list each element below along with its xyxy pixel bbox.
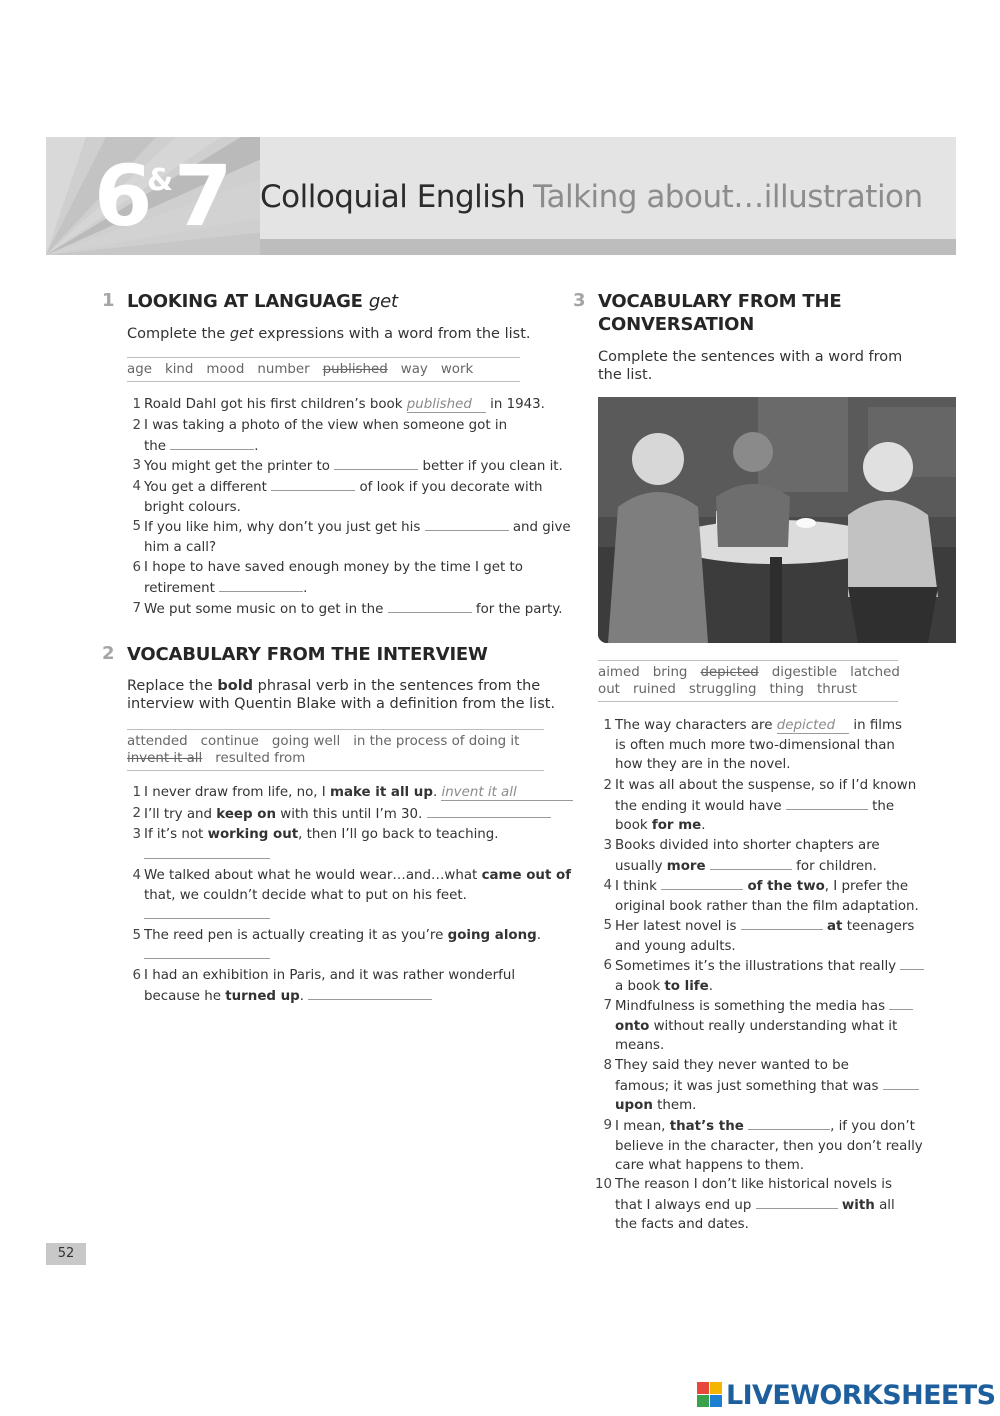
word: resulted from bbox=[215, 751, 306, 766]
conversation-photo bbox=[598, 397, 956, 643]
title-subtitle: Talking about…illustration bbox=[533, 179, 923, 215]
item-text: I think bbox=[615, 879, 657, 894]
phrasal-verb: make it all up bbox=[330, 785, 433, 800]
answer-blank[interactable] bbox=[786, 796, 868, 810]
answer-example: invent it all bbox=[441, 785, 572, 801]
answer-example: published bbox=[407, 397, 486, 413]
item-text: Sometimes it’s the illustrations that really bbox=[615, 959, 897, 974]
item-number: 4 bbox=[132, 479, 141, 494]
item-number: 6 bbox=[603, 958, 612, 973]
word: in the process of doing it bbox=[353, 734, 520, 749]
section3-item bbox=[598, 916, 915, 956]
answer-blank[interactable] bbox=[144, 918, 270, 919]
item-text: , if you don’t bbox=[830, 1119, 915, 1134]
instr-text: phrasal verb in the sentences from the bbox=[253, 678, 541, 694]
item-number: 10 bbox=[594, 1177, 612, 1192]
item-text: Books divided into shorter chapters are bbox=[615, 838, 880, 853]
section2-instruction bbox=[127, 677, 555, 713]
title-main: Colloquial English bbox=[260, 179, 526, 215]
item-text: . bbox=[536, 928, 542, 943]
word: latched bbox=[850, 665, 900, 680]
bold-phrase: of the two bbox=[747, 879, 825, 894]
word: mood bbox=[206, 362, 245, 377]
instr-text: expressions with a word from the list. bbox=[253, 326, 531, 342]
item-number: 7 bbox=[132, 601, 141, 616]
phrasal-verb: working out bbox=[207, 827, 299, 842]
bold-phrase: upon bbox=[615, 1098, 653, 1113]
answer-blank[interactable] bbox=[883, 1076, 919, 1090]
item-text: believe in the character, then you don’t really bbox=[615, 1138, 923, 1154]
item-text: They said they never wanted to be bbox=[615, 1058, 849, 1073]
word: out bbox=[598, 682, 620, 697]
answer-blank[interactable] bbox=[170, 436, 254, 450]
item-text: Her latest novel is bbox=[615, 919, 737, 934]
bold-phrase: more bbox=[666, 858, 706, 874]
item-text: The way characters are bbox=[615, 718, 777, 733]
item-number: 1 bbox=[132, 785, 141, 800]
word: attended bbox=[127, 734, 188, 749]
bold-phrase: onto bbox=[615, 1018, 650, 1034]
section3-item bbox=[598, 836, 900, 876]
item-text: in 1943. bbox=[485, 397, 545, 412]
item-text: in films bbox=[849, 718, 902, 733]
answer-blank[interactable] bbox=[661, 876, 743, 890]
word: way bbox=[400, 362, 428, 377]
word: ruined bbox=[632, 682, 676, 697]
unit-number-seven: 7 bbox=[174, 147, 233, 245]
word: bring bbox=[652, 665, 688, 680]
item-text: that I always end up bbox=[615, 1197, 752, 1213]
section3-item bbox=[598, 876, 919, 916]
item-text: . bbox=[432, 785, 438, 800]
word: thing bbox=[769, 682, 804, 697]
item-number: 3 bbox=[132, 458, 141, 473]
item-number: 5 bbox=[132, 928, 141, 943]
section1-word-list bbox=[127, 357, 520, 382]
item-number: 1 bbox=[132, 397, 141, 412]
word: aimed bbox=[598, 665, 640, 680]
section1-instruction bbox=[127, 325, 531, 343]
item-text: him a call? bbox=[144, 539, 217, 555]
answer-blank[interactable] bbox=[144, 958, 270, 959]
bold-phrase: at bbox=[827, 919, 843, 934]
section3-item bbox=[598, 776, 917, 836]
unit-header bbox=[46, 137, 956, 255]
item-text: a book bbox=[615, 978, 665, 994]
item-text: the ending it would have bbox=[615, 798, 782, 814]
item-number: 9 bbox=[603, 1118, 612, 1133]
item-text: and give bbox=[512, 520, 571, 535]
answer-blank[interactable] bbox=[889, 996, 913, 1010]
answer-blank[interactable] bbox=[308, 986, 432, 1000]
title-line: VOCABULARY FROM THE bbox=[598, 291, 842, 312]
instr-text: the list. bbox=[598, 367, 653, 383]
section1-title-italic: get bbox=[368, 291, 398, 312]
instr-text: interview with Quentin Blake with a definition from the list. bbox=[127, 696, 556, 712]
instr-text: Replace the bbox=[127, 678, 218, 694]
item-text: . bbox=[254, 438, 259, 454]
item-number: 3 bbox=[132, 827, 141, 842]
item-text: without really understanding what it bbox=[649, 1018, 898, 1034]
bold-phrase: to life bbox=[664, 978, 709, 994]
answer-blank[interactable] bbox=[741, 916, 823, 930]
item-text: I’ll try and bbox=[144, 807, 217, 822]
item-text: them. bbox=[652, 1098, 697, 1113]
item-number: 4 bbox=[603, 878, 612, 893]
item-number: 2 bbox=[132, 806, 141, 821]
phrasal-verb: came out of bbox=[481, 868, 572, 883]
section1-number: 1 bbox=[102, 290, 115, 311]
item-number: 7 bbox=[603, 998, 612, 1013]
item-text: is often much more two-dimensional than bbox=[615, 737, 895, 753]
answer-blank[interactable] bbox=[900, 956, 924, 970]
item-number: 6 bbox=[132, 560, 141, 575]
item-number: 5 bbox=[132, 519, 141, 534]
item-text: famous; it was just something that was bbox=[615, 1078, 879, 1094]
item-text: If it’s not bbox=[144, 827, 208, 842]
answer-blank[interactable] bbox=[334, 456, 418, 470]
section1-item bbox=[127, 558, 547, 598]
item-number: 5 bbox=[603, 918, 612, 933]
word: struggling bbox=[688, 682, 757, 697]
item-text: the facts and dates. bbox=[615, 1217, 749, 1232]
item-text: I had an exhibition in Paris, and it was rather wonderful bbox=[144, 968, 516, 983]
item-text: Roald Dahl got his first children’s book bbox=[144, 397, 407, 412]
section2-item bbox=[127, 866, 572, 906]
section1-title bbox=[127, 290, 398, 313]
section1-title-text: LOOKING AT LANGUAGE bbox=[127, 291, 363, 312]
item-text: You might get the printer to bbox=[144, 459, 330, 474]
answer-blank[interactable] bbox=[219, 578, 303, 592]
item-number: 4 bbox=[132, 868, 141, 883]
item-text: that, we couldn’t decide what to put on his feet. bbox=[144, 887, 467, 903]
item-number: 2 bbox=[603, 778, 612, 793]
word: age bbox=[127, 362, 152, 377]
instr-bold: bold bbox=[217, 678, 254, 694]
word: number bbox=[257, 362, 310, 377]
phrasal-verb: going along bbox=[447, 928, 537, 943]
item-text: I was taking a photo of the view when someone got in bbox=[144, 418, 508, 433]
item-text: Mindfulness is something the media has bbox=[615, 999, 886, 1014]
answer-blank[interactable] bbox=[748, 1116, 830, 1130]
instr-text: Complete the sentences with a word from bbox=[598, 349, 903, 365]
instr-text: Complete the bbox=[127, 326, 230, 342]
item-number: 1 bbox=[603, 718, 612, 733]
section3-item bbox=[594, 1175, 900, 1235]
item-number: 8 bbox=[603, 1058, 612, 1073]
item-text: the bbox=[144, 438, 166, 454]
word: kind bbox=[164, 362, 194, 377]
word-used: depicted bbox=[700, 665, 759, 680]
word: work bbox=[440, 362, 474, 377]
item-text: retirement bbox=[144, 580, 215, 596]
item-text: I never draw from life, no, I bbox=[144, 785, 330, 800]
word-used: published bbox=[322, 362, 388, 377]
item-text: with this until I’m 30. bbox=[276, 807, 423, 822]
section3-item bbox=[598, 1116, 923, 1176]
section3-item bbox=[598, 1056, 900, 1116]
item-text: . bbox=[708, 978, 713, 994]
logo-blocks-icon bbox=[697, 1382, 723, 1408]
answer-example: depicted bbox=[777, 718, 849, 734]
word: thrust bbox=[817, 682, 857, 697]
liveworksheets-logo[interactable] bbox=[697, 1380, 995, 1410]
section3-instruction bbox=[598, 348, 902, 384]
section2-number: 2 bbox=[102, 643, 115, 664]
item-text: The reed pen is actually creating it as you’re bbox=[144, 928, 448, 943]
answer-blank[interactable] bbox=[271, 477, 355, 491]
section1-item bbox=[127, 416, 547, 456]
page-number: 52 bbox=[46, 1243, 86, 1265]
answer-blank[interactable] bbox=[427, 804, 551, 818]
unit-number-six: 6 bbox=[94, 147, 149, 245]
item-text: teenagers bbox=[842, 919, 915, 934]
word: digestible bbox=[771, 665, 838, 680]
item-number: 6 bbox=[132, 968, 141, 983]
answer-blank[interactable] bbox=[756, 1195, 838, 1209]
item-text: . bbox=[299, 988, 305, 1004]
section3-item bbox=[598, 716, 900, 776]
item-text: We put some music on to get in the bbox=[144, 602, 384, 617]
logo-text: LIVEWORKSHEETS bbox=[726, 1379, 996, 1411]
item-text: We talked about what he would wear…and…what bbox=[144, 868, 482, 883]
header-divider-bar bbox=[260, 239, 956, 255]
item-text: You get a different bbox=[144, 480, 267, 495]
section3-word-list bbox=[598, 660, 898, 702]
item-text: means. bbox=[615, 1038, 665, 1053]
item-text: bright colours. bbox=[144, 499, 241, 515]
item-text: I mean, bbox=[615, 1119, 670, 1134]
section3-title bbox=[598, 290, 841, 336]
answer-blank[interactable] bbox=[425, 517, 509, 531]
word: continue bbox=[200, 734, 259, 749]
item-text: for children. bbox=[796, 858, 877, 874]
section2-word-list bbox=[127, 729, 544, 771]
answer-blank[interactable] bbox=[144, 858, 270, 859]
item-text: If you like him, why don’t you just get his bbox=[144, 520, 421, 535]
item-text: care what happens to them. bbox=[615, 1158, 805, 1173]
item-text: all bbox=[874, 1197, 895, 1213]
item-text: the bbox=[872, 798, 895, 814]
item-text: because he bbox=[144, 988, 226, 1004]
item-text: how they are in the novel. bbox=[615, 757, 791, 772]
word: going well bbox=[271, 734, 341, 749]
title-line: CONVERSATION bbox=[598, 314, 755, 335]
section2-title: VOCABULARY FROM THE INTERVIEW bbox=[127, 644, 488, 665]
item-text: and young adults. bbox=[615, 938, 736, 954]
bold-phrase: with bbox=[841, 1197, 875, 1213]
item-text: . bbox=[303, 580, 308, 596]
section3-number: 3 bbox=[573, 290, 586, 311]
section3-item bbox=[598, 996, 900, 1056]
item-number: 3 bbox=[603, 838, 612, 853]
item-number: 2 bbox=[132, 418, 141, 433]
item-text: I hope to have saved enough money by the time I get to bbox=[144, 560, 523, 575]
phrasal-verb: turned up bbox=[225, 988, 300, 1004]
item-text: It was all about the suspense, so if I’d known bbox=[615, 778, 917, 793]
unit-ampersand: & bbox=[147, 163, 174, 198]
instr-italic: get bbox=[229, 326, 254, 342]
section1-item bbox=[127, 517, 571, 557]
answer-blank[interactable] bbox=[710, 856, 792, 870]
item-text: of look if you decorate with bbox=[359, 480, 543, 495]
item-text: The reason I don’t like historical novels is bbox=[615, 1177, 892, 1192]
item-text: better if you clean it. bbox=[422, 459, 563, 474]
page-title bbox=[260, 179, 923, 215]
item-text: . bbox=[701, 818, 706, 833]
bold-phrase: that’s the bbox=[669, 1119, 744, 1134]
bold-phrase: for me bbox=[651, 818, 702, 833]
phrasal-verb: keep on bbox=[216, 807, 276, 822]
answer-blank[interactable] bbox=[388, 599, 472, 613]
item-text: for the party. bbox=[475, 602, 563, 617]
section3-item bbox=[598, 956, 900, 996]
item-text: , I prefer the bbox=[824, 879, 909, 894]
item-text: , then I’ll go back to teaching. bbox=[298, 827, 499, 842]
item-text: original book rather than the film adaptation. bbox=[615, 898, 919, 914]
word-used: invent it all bbox=[127, 751, 203, 766]
section1-item bbox=[127, 477, 547, 517]
item-text: book bbox=[615, 818, 652, 833]
section2-item bbox=[127, 966, 547, 1006]
item-text: usually bbox=[615, 858, 667, 874]
